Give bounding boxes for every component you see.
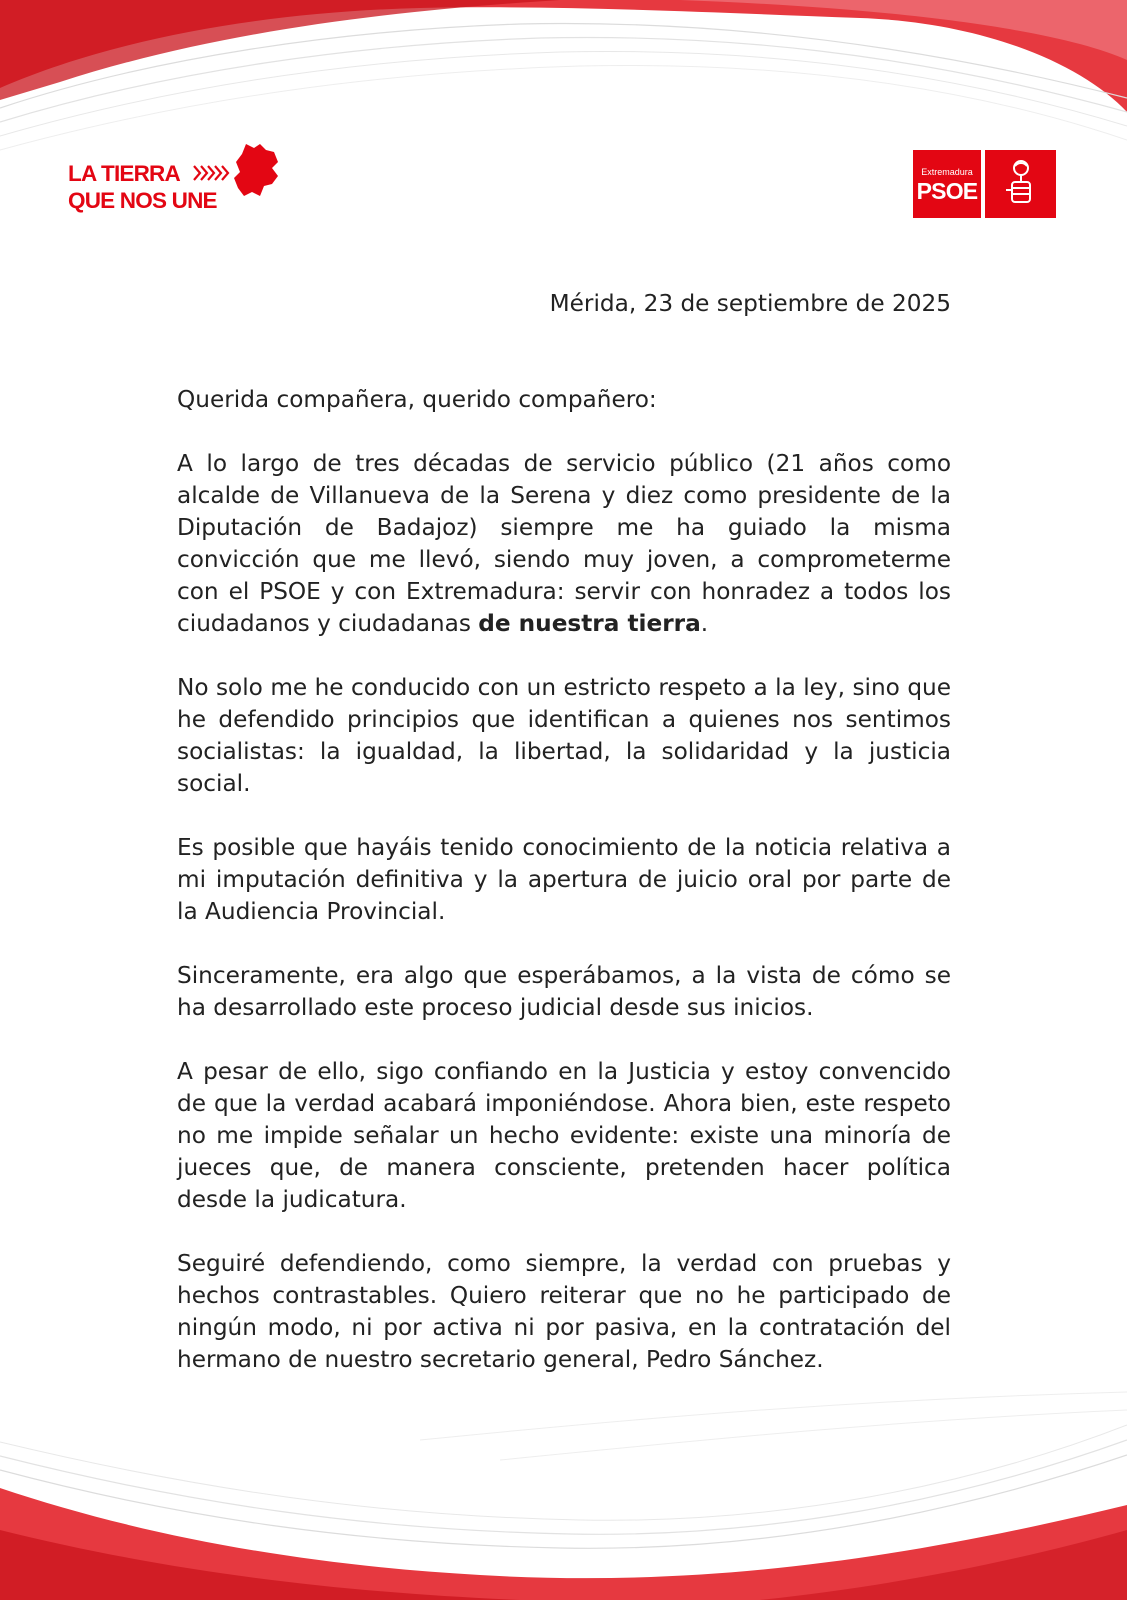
campaign-logo	[68, 142, 288, 217]
party-name-label: PSOE	[916, 178, 978, 204]
paragraph-3: Es posible que hayáis tenido conocimiento de la noticia relativa a mi imputación definitiva y la apertura de juicio oral por parte de la Audiencia Provincial.	[177, 834, 951, 925]
letter-body	[177, 288, 951, 1376]
paragraph-1-bold: de nuestra tierra	[478, 610, 701, 637]
paragraph-1	[177, 448, 951, 640]
psoe-logo	[913, 150, 1056, 218]
paragraph-1-end: .	[700, 610, 709, 637]
tagline-line-1: LA TIERRA	[68, 161, 180, 186]
psoe-wordmark-box	[913, 150, 981, 218]
letter-salutation: Querida compañera, querido compañero:	[177, 386, 657, 413]
paragraph-4: Sinceramente, era algo que esperábamos, a la vista de cómo se ha desarrollado este proceso judicial desde sus inicios.	[177, 962, 951, 1021]
paragraph-5: A pesar de ello, sigo confiando en la Justicia y estoy convencido de que la verdad acabará imponiéndose. Ahora bien, este respeto no me impide señalar un hecho evidente: existe una minoría de jueces que, de manera consciente, pretenden hacer política desde la judicatura.	[177, 1058, 951, 1213]
paragraph-6: Seguiré defendiendo, como siempre, la verdad con pruebas y hechos contrastables. Quiero reiterar que no he participado de ningún modo, ni por activa ni por pasiva, en la contratación del hermano de nuestro secretario general, Pedro Sánchez.	[177, 1250, 951, 1373]
extremadura-map-icon	[232, 142, 280, 200]
paragraph-1-text: A lo largo de tres décadas de servicio público (21 años como alcalde de Villanueva de la Serena y diez como presidente de la Diputación de Badajoz) siempre me ha guiado la misma convicción que me llevó, siendo muy joven, a comprometerme con el PSOE y con Extremadura: servir con honradez a todos los ciudadanos y ciudadanas	[177, 450, 951, 637]
fist-rose-icon	[985, 150, 1056, 218]
party-region-label: Extremadura	[921, 167, 973, 177]
paragraph-2: No solo me he conducido con un estricto respeto a la ley, sino que he defendido principios que identifican a quienes nos sentimos socialistas: la igualdad, la libertad, la solidaridad y la justicia social.	[177, 674, 951, 797]
letter-date: Mérida, 23 de septiembre de 2025	[549, 290, 951, 317]
tagline-line-2: QUE NOS UNE	[68, 188, 217, 213]
